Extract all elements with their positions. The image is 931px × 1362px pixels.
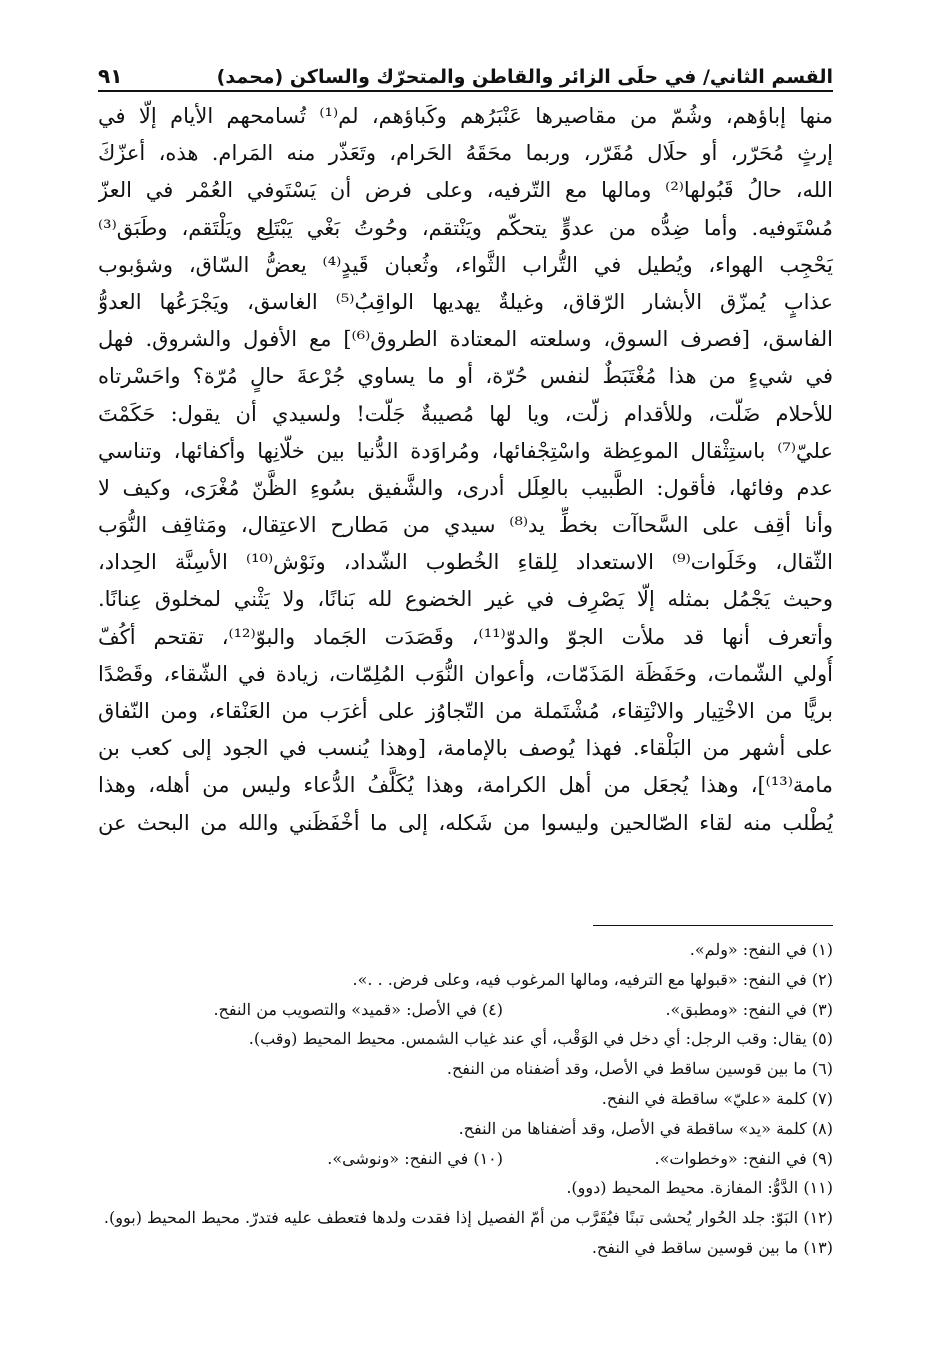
text-line: على أشهر من البَلْقاء. فهذا يُوصف بالإمامة، [وهذا يُنسب في الجود إلى كعب بن [98, 736, 833, 761]
text-line: عدم وفائها، فأقول: الطَّبيب بالعِلَل أدرى، والشَّفيق بسُوءِ الظَّنّ مُغْرَى، وكيف لا [98, 475, 833, 500]
footnote-2: (٢) في النفح: «قبولها مع الترفيه، ومالها المرغوب فيه، وعلى فرض. . .». [352, 969, 833, 989]
text-line: وأنا أقِف على السَّحاآت بخطِّ يد⁽⁸⁾ سيدي من مَطارح الاعتِقال، ومَثاقِف النُّوَب [98, 513, 833, 538]
text-line: عليّ⁽⁷⁾ باستِثْقال الموعِظة واسْتِجْفائها، ومُراوَدة الدُّنيا بين خلّانِها وأكفائها، وتناسي [98, 438, 833, 463]
text-line: الفاسق، [فصرف السوق، وسلعته المعتادة الطروق⁽⁶⁾] مع الأفول والشروق. فهل [98, 327, 833, 352]
text-line: للأحلام ضَلّت، وللأقدام زلّت، ويا لها مُصيبةٌ جَلّت! ولسيدي أن يقول: حَكَمْتَ [98, 401, 833, 426]
text-line: يُطْلب منه لقاء الصّالحين وليسوا من شَكله، إلى ما أخْفَظَني والله من البحث عن [98, 810, 833, 835]
main-text [98, 98, 833, 842]
footnote-3: (٣) في النفح: «ومطبق». [665, 999, 833, 1019]
footnote-7: (٧) كلمة «عليّ» ساقطة في النفح. [601, 1088, 833, 1108]
page-number: ٩١ [98, 64, 123, 88]
footnote-13: (١٣) ما بين قوسين ساقط في النفح. [591, 1237, 833, 1257]
footnote-11: (١١) الدَّوُّ: المفازة. محيط المحيط (دوو). [566, 1178, 833, 1198]
footnote-5: (٥) يقال: وقب الرجل: أي دخل في الوَقْب، أي عند غياب الشمس. محيط المحيط (وقب). [248, 1029, 833, 1049]
text-line: الثّقال، وخَلَوات⁽⁹⁾ الاستعداد لِلقاءِ الخُطوب الشّداد، ونَوْش⁽¹⁰⁾ الأسِنَّة الحِداد، [98, 550, 833, 575]
text-line: بريًّا من الاخْتِيار والانْتِقاء، مُشْتَملة من التّجاوُز على أغرَب من العَنْقاء، ومن النّفاق [98, 699, 833, 723]
footnotes [98, 935, 833, 1263]
footnote-9: (٩) في النفح: «وخطوات». [654, 1148, 833, 1168]
footnote-row-3-4 [98, 995, 833, 1025]
footnote-row-9-10 [98, 1144, 833, 1174]
footnote-rule [593, 925, 833, 926]
text-line: يَحْجِب الهواء، ويُطيل في التُّراب الثَّواء، وثُعبان قَيدٍ⁽⁴⁾ يعضُّ السّاق، وشؤبوب [98, 252, 833, 277]
footnote-10: (١٠) في النفح: «ونوشى». [327, 1148, 503, 1168]
text-line: مُسْتَوفيه. وأما ضِدُّه من عدوٍّ يتحكّم ويَنْتقم، وحُوتُ بَغْي يَبْتَلِع ويَلْتَقم، وطَبَق⁽³⁾ [98, 215, 833, 240]
footnote-8: (٨) كلمة «يد» ساقطة في الأصل، وقد أضفناها من النفح. [458, 1118, 833, 1138]
footnote-1: (١) في النفح: «ولم». [689, 940, 833, 959]
text-line: عذابٍ يُمزّق الأبشار الرّقاق، وغيلةٌ يهديها الواقِبُ⁽⁵⁾ الغاسق، ويَجْرَعُها العدوُّ [98, 289, 833, 314]
text-line: وحيث يَجْمُل بمثله إلّا يَصْرِف في غير الخضوع لله بَنانًا، ولا يَثْني لمخلوق عِنانًا. [98, 587, 833, 612]
text-line: منها إباؤهم، وشُمّ من مقاصيرها عَنْبَرُهم وكَباؤهم، لم⁽¹⁾ تُسامحهم الأيام إلّا في [98, 104, 833, 128]
text-line: الله، حالُ قَبُولها⁽²⁾ ومالها مع التّرفيه، وعلى فرض أن يَسْتَوفي العُمْر في العزّ [98, 178, 833, 203]
text-line: مامة⁽¹³⁾]، وهذا يُجعَل من أهل الكرامة، وهذا يُكَلَّفُ الدُّعاء وليس من أهله، وهذا [98, 773, 833, 798]
text-line: أُولي الشّمات، وحَفَظَة المَذَمّات، وأعوان النُّوَب المُلِمّات، زيادة في الشّقاء، وقَصْدًا [98, 661, 833, 686]
footnote-6: (٦) ما بين قوسين ساقط في الأصل، وقد أضفناه من النفح. [446, 1059, 833, 1079]
text-line: وأتعرف أنها قد ملأت الجوّ والدوّ⁽¹¹⁾، وقَصَدَت الجَماد والبوّ⁽¹²⁾، تقتحم أكُفّ [98, 624, 833, 649]
footnote-4: (٤) في الأصل: «قميد» والتصويب من النفح. [213, 999, 503, 1019]
header-rule [98, 90, 833, 92]
page-header [98, 58, 833, 88]
text-line: في شيءٍ من هذا مُغْتَبَطٌ لنفس حُرّة، أو ما يساوي جُرْعةَ حالٍ مُرّة؟ واحَسْرتاه [98, 364, 833, 389]
running-title: القسم الثاني/ في حلَى الزائر والقاطن والمتحرّك والساكن (محمد) [216, 66, 833, 88]
text-line: إرثٍ مُحَرّر، أو حلَال مُقَرّر، وربما محَقَهُ الحَرام، وتَعَذّر منه المَرام. هذه، أعزّكَ [98, 141, 833, 166]
footnote-12: (١٢) البَوّ: جلد الحُوار يُحشى تبنًا فيُقَرَّب من أمّ الفصيل إذا فقدت ولدها فتعطف عليه فتدرّ. محيط المحيط (بوو). [103, 1208, 833, 1228]
